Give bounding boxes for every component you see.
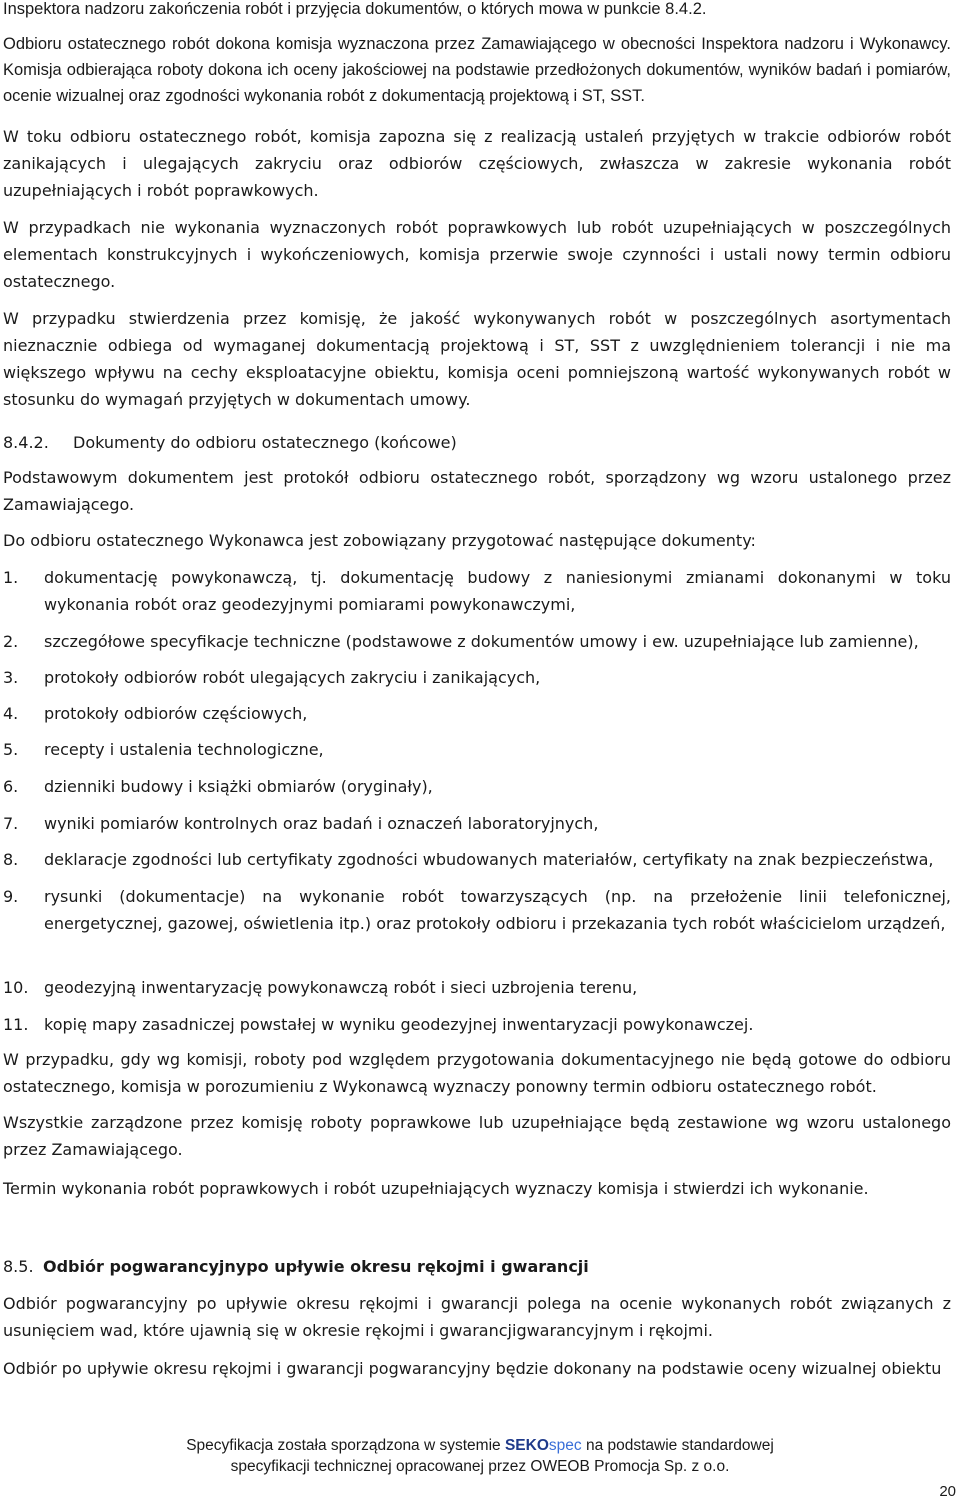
section-heading-8-4-2	[3, 430, 951, 456]
list-item: 9. rysunki (dokumentacje) na wykonanie robót towarzyszących (np. na przełożenie linii telefonicznej, energetycznej, gazowej, oświetlenia itp.) oraz protokoły odbioru i przekazania tych robót właścicielom urządzeń,	[3, 887, 951, 933]
paragraph-documents-intro: Do odbioru ostatecznego Wykonawca jest zobowiązany przygotować następujące dokumenty:	[3, 531, 756, 550]
paragraph-missing-corrective-works: W przypadkach nie wykonania wyznaczonych robót poprawkowych lub robót uzupełniających w poszczególnych elementach konstrukcyjnych i wykończeniowych, komisja przerwie swoje czynności i ustali nowy termin odbioru ostatecznego.	[3, 218, 951, 291]
section-heading-8-5	[3, 1254, 951, 1280]
paragraph-corrective-works-list: Wszystkie zarządzone przez komisję roboty poprawkowe lub uzupełniające będą zestawione wg wzoru ustalonego przez Zamawiającego.	[3, 1113, 951, 1159]
list-item: 10. geodezyjną inwentaryzację powykonawczą robót i sieci uzbrojenia terenu,	[3, 978, 638, 997]
list-item: 7. wyniki pomiarów kontrolnych oraz badań i oznaczeń laboratoryjnych,	[3, 814, 599, 833]
paragraph-post-warranty-visual: Odbiór po upływie okresu rękojmi i gwarancji pogwarancyjny będzie dokonany na podstawie oceny wizualnej obiektu	[3, 1359, 942, 1378]
list-item: 2. szczegółowe specyfikacje techniczne (podstawowe z dokumentów umowy i ew. uzupełniające lub zamienne),	[3, 632, 919, 651]
paragraph-corrective-works-deadline: Termin wykonania robót poprawkowych i robót uzupełniających wyznaczy komisja i stwierdzi ich wykonanie.	[3, 1179, 869, 1198]
paragraph-final-acceptance-commission: Odbioru ostatecznego robót dokona komisja wyznaczona przez Zamawiającego w obecności Inspektora nadzoru i Wykonawcy. Komisja odbierająca roboty dokona ich oceny jakościowej na podstawie przedłożonych dokumentów, wyników badań i pomiarów, ocenie wizualnej oraz zgodności wykonania robót z dokumentacją projektową i ST, SST.	[3, 35, 951, 105]
section-number: 8.4.2.	[3, 433, 49, 452]
list-item: 8. deklaracje zgodności lub certyfikaty zgodności wbudowanych materiałów, certyfikaty na znak bezpieczeństwa,	[3, 850, 934, 869]
sekospec-logo-spec: spec	[548, 1437, 582, 1454]
paragraph-quality-deviation: W przypadku stwierdzenia przez komisję, że jakość wykonywanych robót w poszczególnych asortymentach nieznacznie odbiega od wymaganej dokumentacją projektową i ST, SST z uwzględnieniem tolerancji i nie ma większego wpływu na cechy eksploatacyjne obiektu, komisja oceni pomniejszoną wartość wykonywanych robót w stosunku do wymagań przyjętych w dokumentach umowy.	[3, 309, 951, 409]
list-item: 4. protokoły odbiorów częściowych,	[3, 704, 308, 723]
footer-line-2: specyfikacji technicznej opracowanej przez OWEOB Promocja Sp. z o.o.	[230, 1458, 730, 1475]
paragraph-post-warranty-acceptance: Odbiór pogwarancyjny po upływie okresu rękojmi i gwarancji polega na ocenie wykonanych robót związanych z usunięciem wad, które ujawnią się w okresie rękojmi i gwarancjigwarancyjnym i rękojmi.	[3, 1294, 951, 1340]
list-item: 5. recepty i ustalenia technologiczne,	[3, 740, 324, 759]
section-number: 8.5.	[3, 1257, 34, 1276]
footer-line-1: Specyfikacja została sporządzona w systemie SEKOspec na podstawie standardowej	[186, 1437, 774, 1454]
paragraph-documentation-not-ready: W przypadku, gdy wg komisji, roboty pod względem przygotowania dokumentacyjnego nie będą gotowe do odbioru ostatecznego, komisja w porozumieniu z Wykonawcą wyznaczy ponowny termin odbioru ostatecznego robót.	[3, 1050, 951, 1096]
section-title: Odbiór pogwarancyjnypo upływie okresu rękojmi i gwarancji	[43, 1257, 589, 1276]
section-title: Dokumenty do odbioru ostatecznego (końcowe)	[73, 433, 457, 452]
paragraph-basic-document: Podstawowym dokumentem jest protokół odbioru ostatecznego robót, sporządzony wg wzoru ustalonego przez Zamawiającego.	[3, 468, 951, 514]
sekospec-logo-seko: SEKO	[504, 1437, 549, 1454]
paragraph-inspector-completion: Inspektora nadzoru zakończenia robót i przyjęcia dokumentów, o których mowa w punkcie 8.4.2.	[3, 0, 707, 18]
list-item: 11. kopię mapy zasadniczej powstałej w wyniku geodezyjnej inwentaryzacji powykonawczej.	[3, 1015, 754, 1034]
paragraph-final-acceptance-course: W toku odbioru ostatecznego robót, komisja zapozna się z realizacją ustaleń przyjętych w trakcie odbiorów robót zanikających i ulegających zakryciu oraz odbiorów częściowych, zwłaszcza w zakresie wykonania robót uzupełniających i robót poprawkowych.	[3, 127, 951, 200]
list-item: 3. protokoły odbiorów robót ulegających zakryciu i zanikających,	[3, 668, 541, 687]
list-item: 1. dokumentację powykonawczą, tj. dokumentację budowy z naniesionymi zmianami dokonanymi w toku wykonania robót oraz geodezyjnymi pomiarami powykonawczymi,	[3, 568, 951, 614]
page-number: 20	[939, 1483, 956, 1500]
list-item: 6. dzienniki budowy i książki obmiarów (oryginały),	[3, 777, 433, 796]
